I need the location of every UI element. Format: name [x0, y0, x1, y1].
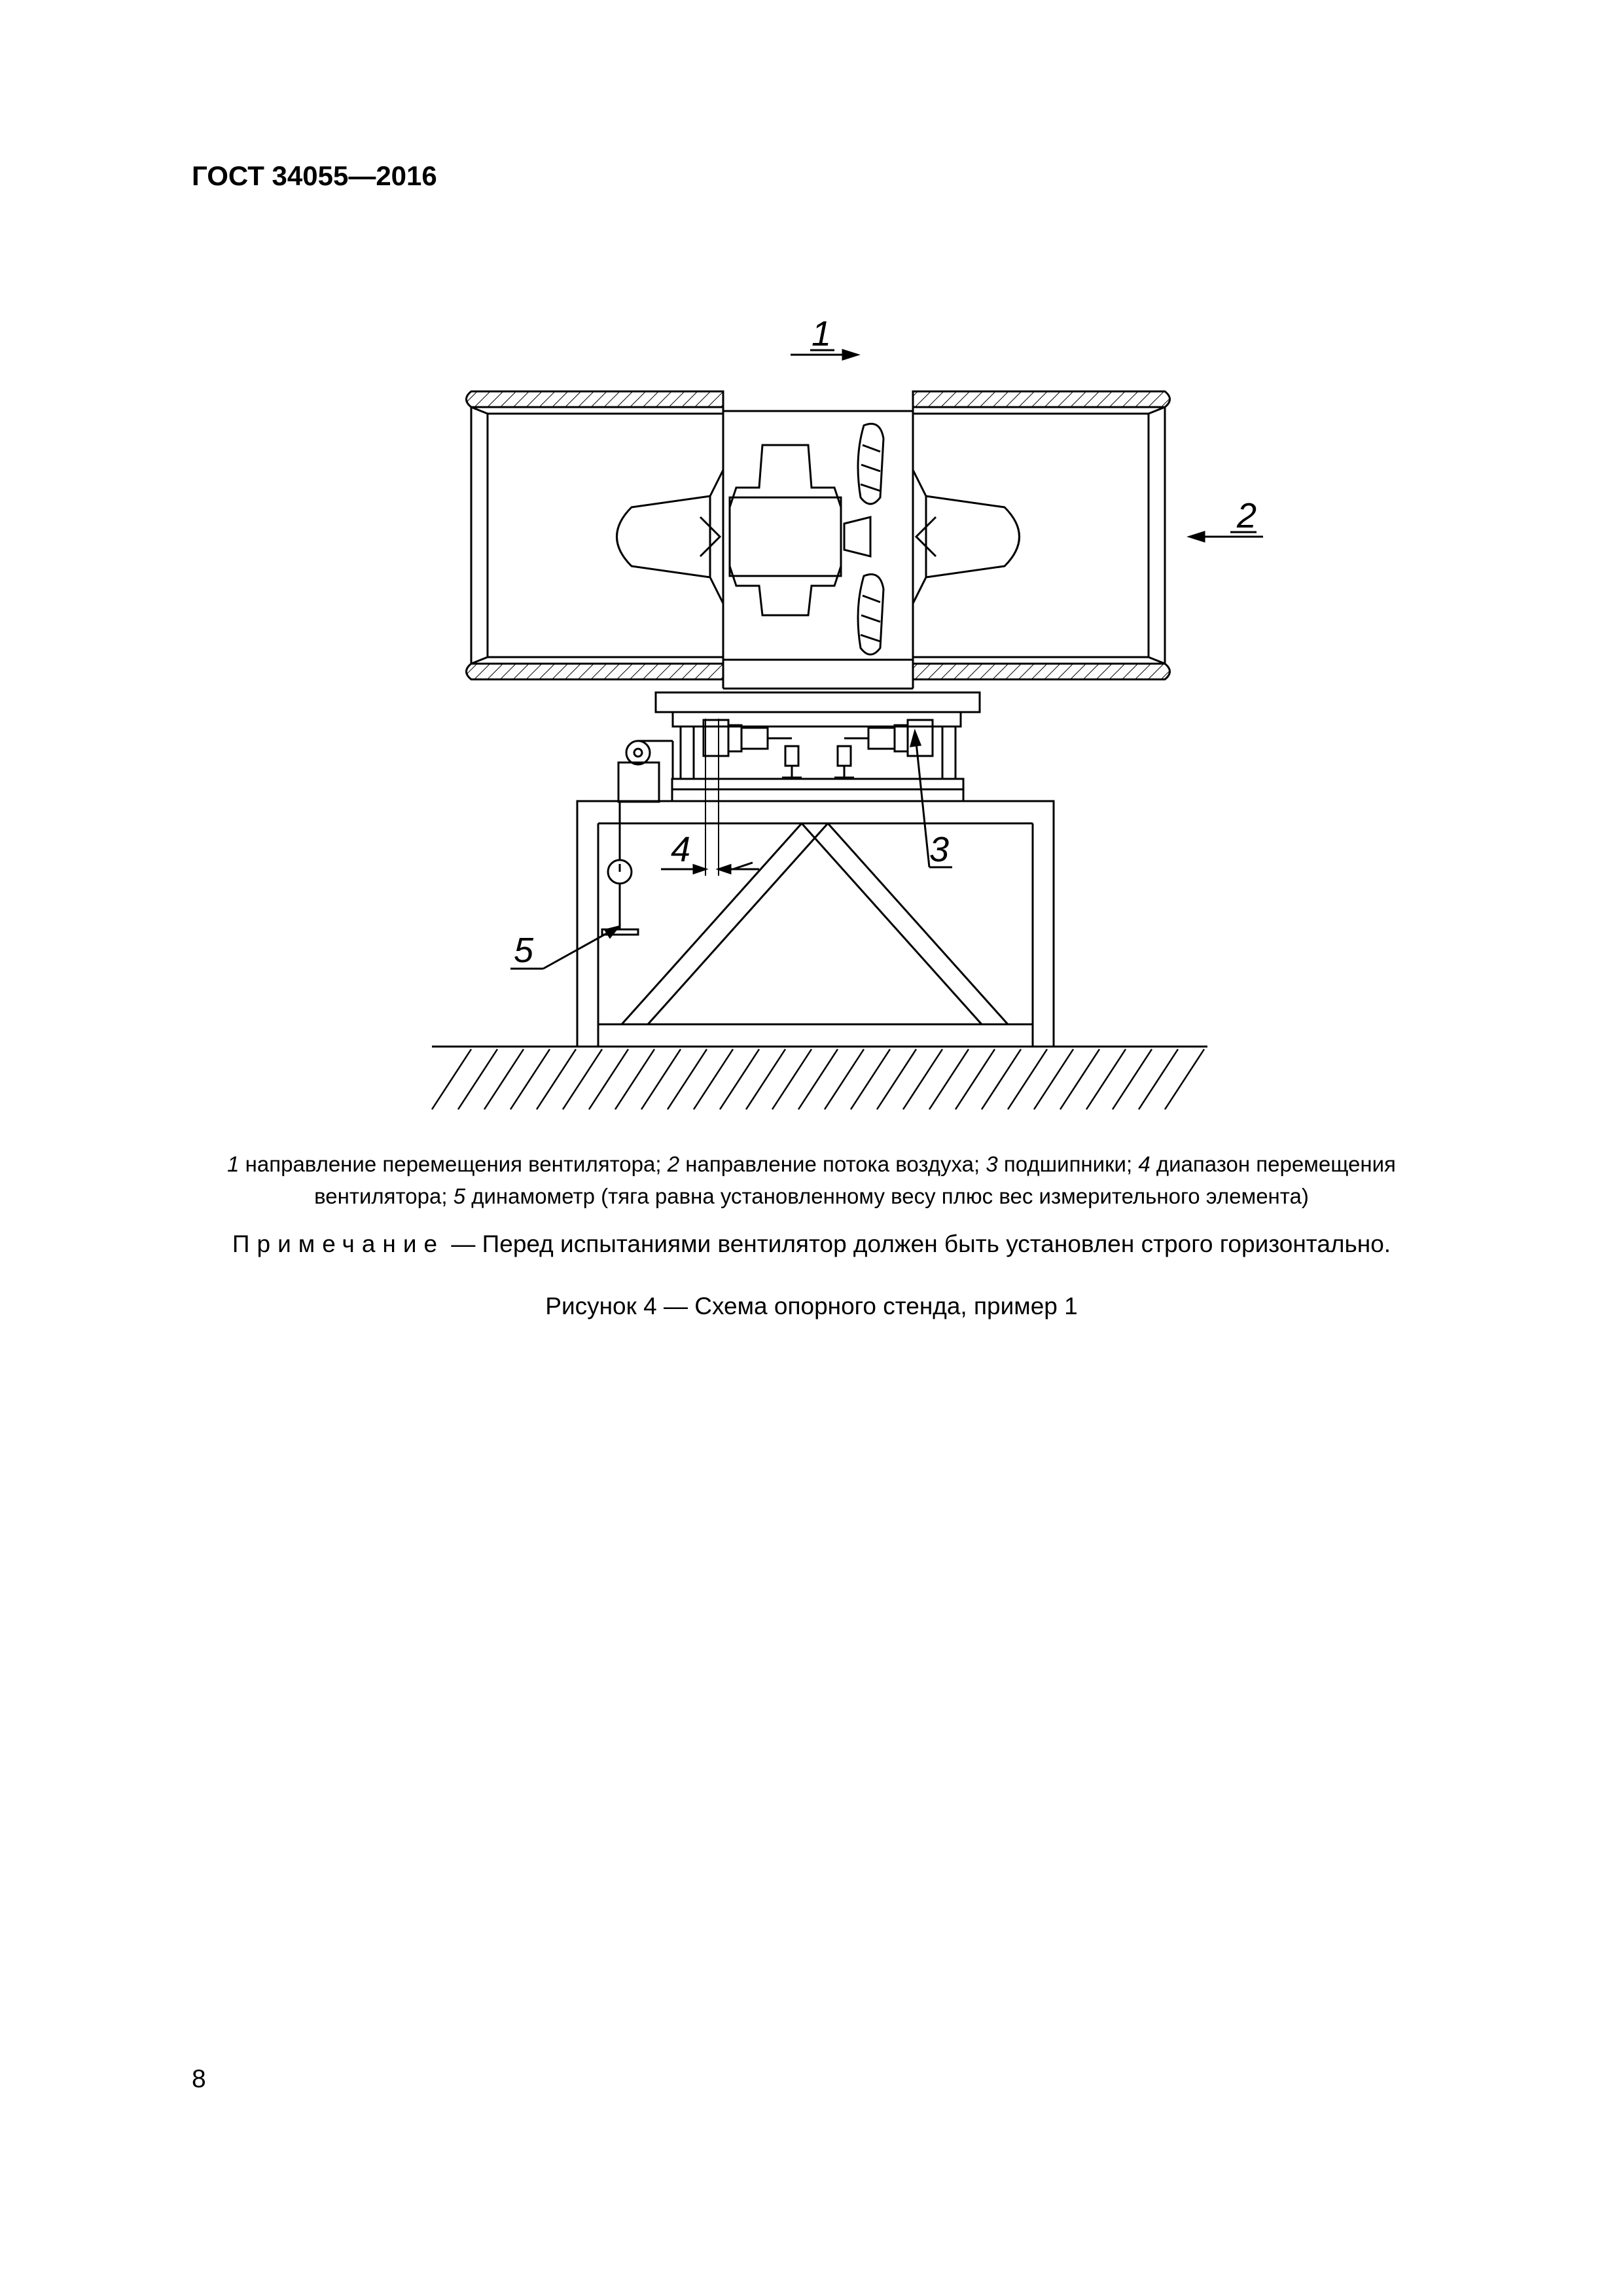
callout-2: 2: [1237, 496, 1257, 535]
pulley: [618, 741, 673, 802]
page-number: 8: [192, 2065, 206, 2093]
right-duct: [913, 391, 1170, 679]
right-fairing: [913, 470, 1020, 603]
legend-text-1: направление перемещения вентилятора;: [245, 1152, 662, 1176]
figure-caption: Рисунок 4 — Схема опорного стенда, пример 1: [545, 1293, 1078, 1319]
legend-num-5: 5: [453, 1184, 466, 1208]
document-header: ГОСТ 34055—2016: [192, 160, 437, 191]
legend-text-3: подшипники;: [1003, 1152, 1133, 1176]
callout-4: 4: [671, 830, 691, 869]
note-text: — Перед испытаниями вентилятор должен быть установлен строго горизонтально.: [451, 1230, 1391, 1257]
legend-num-2: 2: [667, 1152, 680, 1176]
legend-num-4: 4: [1138, 1152, 1150, 1176]
upper-plate: [656, 692, 980, 712]
figure-note: [164, 1230, 1459, 1258]
support-stand-diagram: [419, 308, 1257, 1126]
figure-legend: [164, 1148, 1459, 1212]
legend-text-2: направление потока воздуха;: [685, 1152, 980, 1176]
fan-housing: [723, 411, 913, 689]
ground-hatching: [432, 1049, 1204, 1109]
motor-body: [730, 445, 841, 615]
left-fairing: [617, 470, 724, 603]
legend-text-5: динамометр (тяга равна установленному весу плюс вес измерительного элемента): [471, 1184, 1309, 1208]
note-label: Примечание: [232, 1230, 445, 1257]
dynamometer: [602, 802, 638, 935]
left-duct: [467, 391, 724, 679]
callout-3: 3: [929, 830, 950, 869]
base-frame: [577, 801, 1054, 1047]
legend-num-3: 3: [986, 1152, 998, 1176]
legend-num-1: 1: [227, 1152, 240, 1176]
legend-text-4: диапазон перемещения вентилятора;: [314, 1152, 1396, 1208]
callout-1: 1: [812, 314, 832, 353]
impeller: [844, 424, 883, 655]
callout-5: 5: [514, 931, 534, 970]
